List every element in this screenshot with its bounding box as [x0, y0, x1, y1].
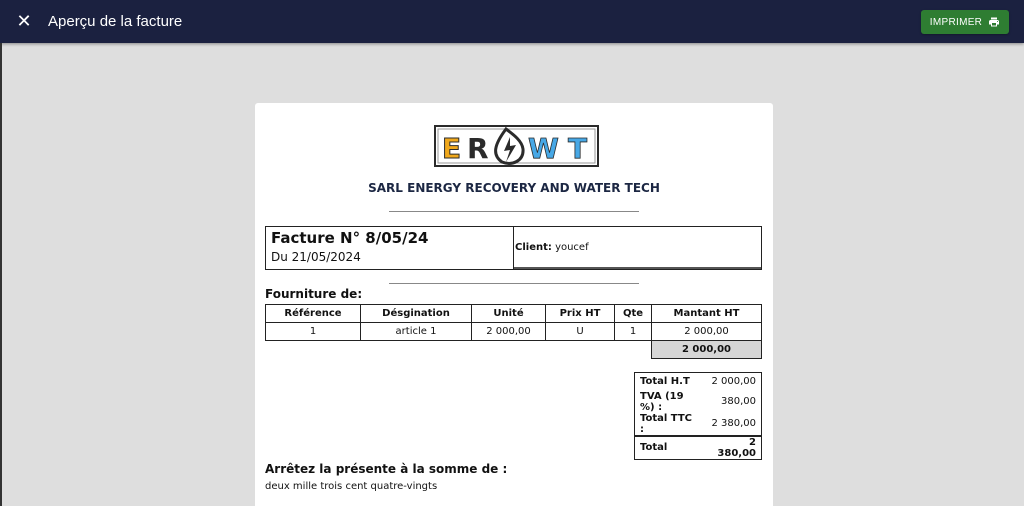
client-label: Client: [515, 241, 552, 253]
top-app-bar [0, 0, 1024, 43]
print-button-label: IMPRIMER [929, 16, 983, 28]
company-logo [434, 125, 599, 167]
invoice-number: Facture N° 8/05/24 [271, 229, 429, 247]
column-header: Mantant HT [652, 305, 762, 323]
print-button[interactable] [921, 10, 1009, 34]
column-header: Référence [266, 305, 361, 323]
tva-row [635, 391, 762, 413]
client-name: youcef [555, 241, 589, 253]
column-header: Qte [615, 305, 652, 323]
table-header-row [266, 305, 762, 323]
svg-text:R: R [467, 132, 489, 165]
subtotal-row [266, 341, 762, 359]
svg-text:W: W [528, 132, 559, 165]
company-name: SARL ENERGY RECOVERY AND WATER TECH [368, 181, 660, 195]
cell-designation: article 1 [361, 323, 472, 341]
total-ht-row [635, 373, 762, 391]
invoice-date: Du 21/05/2024 [271, 250, 361, 264]
tva-label: TVA (19 %) : [640, 390, 684, 413]
grand-total-label: Total [635, 436, 705, 460]
printer-icon [988, 16, 1000, 28]
amount-statement-heading: Arrêtez la présente à la somme de : [265, 462, 508, 476]
client-cell [514, 227, 761, 269]
column-header: Unité [472, 305, 546, 323]
invoice-paper [255, 103, 773, 506]
cell-qte: 1 [615, 323, 652, 341]
total-ttc-label: Total TTC : [640, 412, 693, 435]
amount-in-words: deux mille trois cent quatre-vingts [265, 481, 438, 492]
divider [389, 211, 639, 212]
close-icon[interactable]: ✕ [16, 10, 32, 32]
column-header: Désgination [361, 305, 472, 323]
items-table [265, 304, 762, 359]
cell-montant: 2 000,00 [652, 323, 762, 341]
grand-total-value: 2 380,00 [704, 436, 761, 460]
left-edge-divider [0, 43, 2, 506]
svg-text:E: E [442, 132, 462, 165]
supply-heading: Fourniture de: [265, 287, 363, 301]
divider [389, 283, 639, 284]
invoice-header-box [265, 226, 762, 270]
total-ht-value: 2 000,00 [711, 376, 756, 388]
page-title: Aperçu de la facture [48, 13, 183, 30]
cell-prix: U [546, 323, 615, 341]
cell-reference: 1 [266, 323, 361, 341]
total-ht-label: Total H.T [640, 376, 690, 388]
totals-table [634, 372, 762, 460]
cell-unite: 2 000,00 [472, 323, 546, 341]
svg-text:T: T [568, 132, 588, 165]
subtotal-value: 2 000,00 [652, 341, 762, 359]
total-ttc-row [635, 413, 762, 436]
table-row [266, 323, 762, 341]
tva-value: 380,00 [721, 396, 756, 407]
column-header: Prix HT [546, 305, 615, 323]
total-ttc-value: 2 380,00 [711, 418, 756, 429]
grand-total-row [635, 436, 762, 460]
